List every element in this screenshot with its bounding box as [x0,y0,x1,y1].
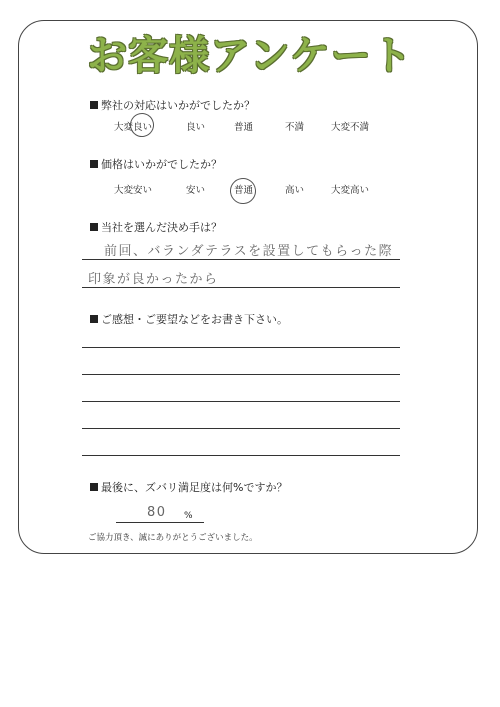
question-5-label: 最後に、ズバリ満足度は何%ですか？ [101,481,288,494]
q2-option-very-cheap[interactable]: 大変安い [114,185,153,196]
q2-option-normal[interactable]: 普通 [234,185,254,196]
question-2 [90,158,222,172]
footer-thanks: ご協力頂き、誠にありがとうございました。 [88,533,258,543]
q1-option-normal[interactable]: 普通 [234,122,254,133]
question-1 [90,99,255,113]
q1-option-very-good[interactable]: 大変良い [114,122,153,133]
question-3-label: 当社を選んだ決め手は？ [101,221,222,234]
bullet-square-icon [90,315,98,323]
bullet-square-icon [90,483,98,491]
question-2-label: 価格はいかがでしたか？ [101,158,222,171]
bullet-square-icon [90,101,98,109]
q2-option-expensive[interactable]: 高い [285,185,305,196]
question-5 [90,481,287,495]
survey-title: お客様アンケート [87,33,413,79]
percent-unit: % [184,511,193,521]
q2-option-cheap[interactable]: 安い [186,185,206,196]
q1-option-dissatisfied[interactable]: 不満 [285,122,305,133]
comment-line [82,347,400,348]
comment-line [82,428,400,429]
bullet-square-icon [90,160,98,168]
question-4 [90,313,288,327]
answer-line [82,259,400,260]
q1-option-very-dissatisfied[interactable]: 大変不満 [331,122,370,133]
comment-line [82,455,400,456]
q3-answer-line-2: 印象が良かったから [88,272,219,287]
satisfaction-underline [116,522,204,523]
q3-answer-line-1: 前回、バランダテラスを設置してもらった際 [104,244,394,259]
bullet-square-icon [90,223,98,231]
answer-line [82,287,400,288]
q1-option-good[interactable]: 良い [186,122,206,133]
question-1-label: 弊社の対応はいかがでしたか？ [101,99,255,112]
question-3 [90,221,222,235]
q2-option-very-expensive[interactable]: 大変高い [331,185,370,196]
comment-line [82,401,400,402]
satisfaction-value: 80 [147,505,167,520]
comment-line [82,374,400,375]
question-4-label: ご感想・ご要望などをお書き下さい。 [101,313,288,326]
